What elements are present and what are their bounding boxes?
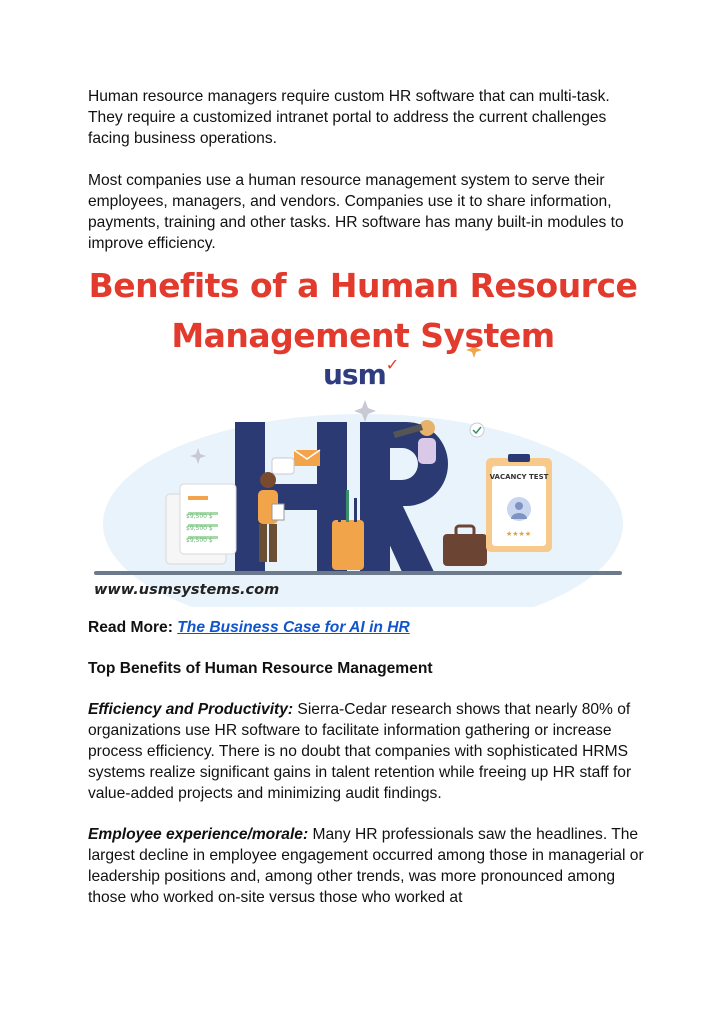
briefcase-icon — [443, 534, 487, 566]
banner-title-line1: Benefits of a Human Resource — [88, 266, 638, 305]
hr-banner-image — [88, 262, 638, 607]
chat-bubble-icon — [272, 458, 294, 474]
letter-h-bar — [235, 484, 347, 510]
checkmark-icon — [470, 423, 484, 437]
logo-check-icon: ✓ — [385, 355, 399, 374]
benefit-text: Sierra-Cedar research shows that nearly 80% of organizations use HR software to facilitate information gathering or increase process efficiency. There is no doubt that companies with sophisticated HRMS systems realize significant gains in talent retention while freeing up HR staff for value-added projects and minimizing audit findings. — [88, 701, 632, 802]
section-heading: Top Benefits of Human Resource Management — [88, 660, 433, 677]
benefit-lead: Employee experience/morale: — [88, 826, 309, 843]
read-more-link[interactable]: The Business Case for AI in HR — [177, 619, 410, 636]
website-url: www.usmsystems.com — [94, 582, 280, 598]
pen-holder — [332, 520, 364, 570]
ground-line — [94, 571, 622, 575]
woman-top — [418, 438, 436, 464]
read-more-line — [88, 617, 648, 638]
hrms-paragraph: Most companies use a human resource management system to serve their employees, managers, and vendors. Companies use it to share information, payments, training and other tasks. HR software has many built-in modules to improve efficiency. — [88, 172, 624, 252]
benefit-paragraph — [88, 824, 648, 908]
amount-label: $9,500 $ — [186, 537, 213, 544]
benefit-lead: Efficiency and Productivity: — [88, 701, 294, 718]
benefit-paragraph — [88, 699, 648, 804]
banner-illustration — [88, 262, 638, 607]
amount-label: $9,500 $ — [186, 513, 213, 520]
usm-logo: usm✓ — [323, 355, 399, 391]
amount-label: $9,500 $ — [186, 525, 213, 532]
benefit-text: Many HR professionals saw the headlines. The largest decline in employee engagement occurred among those in managerial or leadership positions and, among other trends, was more pronounced among those who worked on-site versus those who worked at — [88, 826, 644, 906]
intro-paragraph: Human resource managers require custom HR software that can multi-task. They require a customized intranet portal to address the current challenges facing business operations. — [88, 88, 610, 147]
read-more-label: Read More: — [88, 619, 173, 636]
vacancy-test-label: VACANCY TEST — [489, 473, 549, 481]
banner-title-line2: Management System — [171, 316, 555, 355]
man-head — [260, 472, 276, 488]
clipboard-icon — [272, 504, 284, 520]
svg-text:★★★★: ★★★★ — [506, 530, 532, 538]
